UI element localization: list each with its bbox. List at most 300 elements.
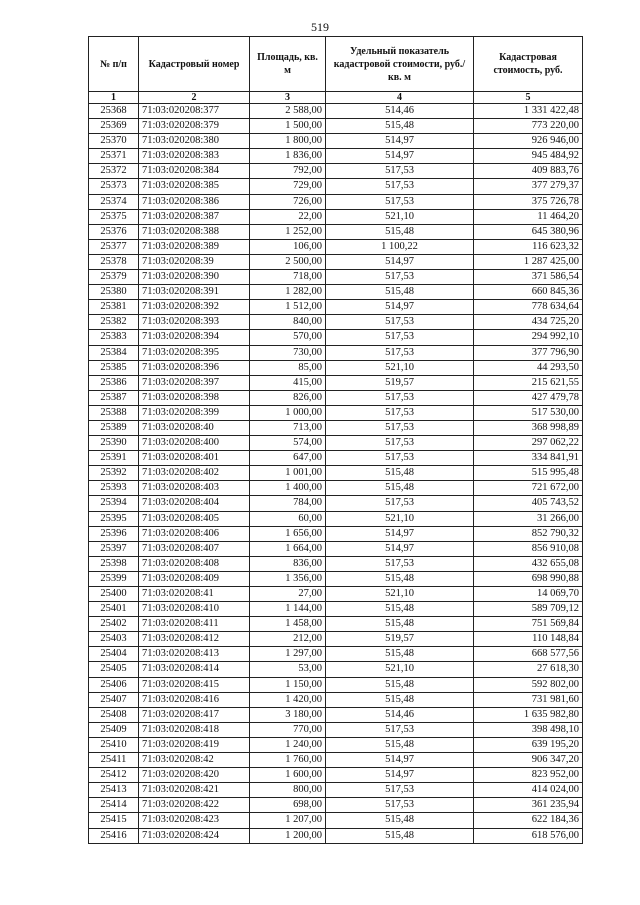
table-row bbox=[89, 451, 583, 466]
unit-value: 517,53 bbox=[326, 783, 474, 798]
table-row bbox=[89, 511, 583, 526]
cadastral-value: 823 952,00 bbox=[474, 768, 583, 783]
cadastral-number: 71:03:020208:424 bbox=[139, 828, 250, 843]
cadastral-value: 592 802,00 bbox=[474, 677, 583, 692]
table-row bbox=[89, 587, 583, 602]
row-index: 25386 bbox=[89, 375, 139, 390]
unit-value: 517,53 bbox=[326, 420, 474, 435]
cadastral-value: 409 883,76 bbox=[474, 164, 583, 179]
unit-value: 515,48 bbox=[326, 617, 474, 632]
cadastral-value: 215 621,55 bbox=[474, 375, 583, 390]
row-index: 25377 bbox=[89, 239, 139, 254]
table-row bbox=[89, 798, 583, 813]
area: 2 500,00 bbox=[250, 254, 326, 269]
area: 1 001,00 bbox=[250, 466, 326, 481]
cadastral-value: 110 148,84 bbox=[474, 632, 583, 647]
table-row bbox=[89, 239, 583, 254]
unit-value: 515,48 bbox=[326, 285, 474, 300]
unit-value: 514,97 bbox=[326, 300, 474, 315]
cadastral-value: 639 195,20 bbox=[474, 737, 583, 752]
table-row bbox=[89, 330, 583, 345]
area: 1 500,00 bbox=[250, 119, 326, 134]
cadastral-value: 44 293,50 bbox=[474, 360, 583, 375]
unit-value: 514,97 bbox=[326, 768, 474, 783]
cadastral-number: 71:03:020208:398 bbox=[139, 390, 250, 405]
unit-value: 517,53 bbox=[326, 330, 474, 345]
area: 106,00 bbox=[250, 239, 326, 254]
area: 1 600,00 bbox=[250, 768, 326, 783]
row-index: 25370 bbox=[89, 134, 139, 149]
cadastral-value: 773 220,00 bbox=[474, 119, 583, 134]
cadastral-value: 660 845,36 bbox=[474, 285, 583, 300]
cadastral-value: 721 672,00 bbox=[474, 481, 583, 496]
unit-value: 515,48 bbox=[326, 466, 474, 481]
area: 1 150,00 bbox=[250, 677, 326, 692]
area: 784,00 bbox=[250, 496, 326, 511]
table-row bbox=[89, 149, 583, 164]
column-number: 5 bbox=[474, 92, 583, 104]
unit-value: 519,57 bbox=[326, 632, 474, 647]
table-row bbox=[89, 285, 583, 300]
table-row bbox=[89, 707, 583, 722]
row-index: 25400 bbox=[89, 587, 139, 602]
unit-value: 514,97 bbox=[326, 254, 474, 269]
cadastral-value: 668 577,56 bbox=[474, 647, 583, 662]
cadastral-value: 434 725,20 bbox=[474, 315, 583, 330]
cadastral-number: 71:03:020208:412 bbox=[139, 632, 250, 647]
table-body bbox=[89, 104, 583, 844]
cadastral-value: 14 069,70 bbox=[474, 587, 583, 602]
row-index: 25390 bbox=[89, 436, 139, 451]
row-index: 25375 bbox=[89, 209, 139, 224]
unit-value: 517,53 bbox=[326, 194, 474, 209]
row-index: 25389 bbox=[89, 420, 139, 435]
table-row bbox=[89, 300, 583, 315]
row-index: 25411 bbox=[89, 753, 139, 768]
row-index: 25379 bbox=[89, 270, 139, 285]
area: 1 207,00 bbox=[250, 813, 326, 828]
cadastral-number: 71:03:020208:420 bbox=[139, 768, 250, 783]
cadastral-number: 71:03:020208:405 bbox=[139, 511, 250, 526]
cadastral-number: 71:03:020208:392 bbox=[139, 300, 250, 315]
cadastral-number: 71:03:020208:406 bbox=[139, 526, 250, 541]
unit-value: 521,10 bbox=[326, 662, 474, 677]
cadastral-value: 31 266,00 bbox=[474, 511, 583, 526]
row-index: 25397 bbox=[89, 541, 139, 556]
row-index: 25392 bbox=[89, 466, 139, 481]
cadastral-value: 368 998,89 bbox=[474, 420, 583, 435]
cadastral-value-table bbox=[88, 36, 583, 844]
column-number: 2 bbox=[139, 92, 250, 104]
cadastral-value: 398 498,10 bbox=[474, 722, 583, 737]
table-row bbox=[89, 481, 583, 496]
cadastral-number: 71:03:020208:394 bbox=[139, 330, 250, 345]
row-index: 25405 bbox=[89, 662, 139, 677]
cadastral-number: 71:03:020208:390 bbox=[139, 270, 250, 285]
area: 1 458,00 bbox=[250, 617, 326, 632]
unit-value: 514,46 bbox=[326, 707, 474, 722]
unit-value: 515,48 bbox=[326, 813, 474, 828]
table-row bbox=[89, 224, 583, 239]
cadastral-value: 334 841,91 bbox=[474, 451, 583, 466]
area: 1 200,00 bbox=[250, 828, 326, 843]
cadastral-number: 71:03:020208:417 bbox=[139, 707, 250, 722]
cadastral-value: 589 709,12 bbox=[474, 602, 583, 617]
cadastral-value: 778 634,64 bbox=[474, 300, 583, 315]
cadastral-value: 427 479,78 bbox=[474, 390, 583, 405]
area: 1 656,00 bbox=[250, 526, 326, 541]
unit-value: 517,53 bbox=[326, 315, 474, 330]
row-index: 25399 bbox=[89, 571, 139, 586]
cadastral-number: 71:03:020208:391 bbox=[139, 285, 250, 300]
area: 212,00 bbox=[250, 632, 326, 647]
table-row bbox=[89, 104, 583, 119]
unit-value: 517,53 bbox=[326, 405, 474, 420]
unit-value: 517,53 bbox=[326, 556, 474, 571]
row-index: 25401 bbox=[89, 602, 139, 617]
row-index: 25402 bbox=[89, 617, 139, 632]
table-row bbox=[89, 194, 583, 209]
cadastral-value: 515 995,48 bbox=[474, 466, 583, 481]
row-index: 25393 bbox=[89, 481, 139, 496]
area: 713,00 bbox=[250, 420, 326, 435]
unit-value: 521,10 bbox=[326, 360, 474, 375]
unit-value: 515,48 bbox=[326, 119, 474, 134]
table-row bbox=[89, 692, 583, 707]
cadastral-value: 116 623,32 bbox=[474, 239, 583, 254]
row-index: 25407 bbox=[89, 692, 139, 707]
cadastral-value: 414 024,00 bbox=[474, 783, 583, 798]
cadastral-value: 945 484,92 bbox=[474, 149, 583, 164]
cadastral-number: 71:03:020208:404 bbox=[139, 496, 250, 511]
cadastral-value: 856 910,08 bbox=[474, 541, 583, 556]
area: 718,00 bbox=[250, 270, 326, 285]
table-row bbox=[89, 556, 583, 571]
table-row bbox=[89, 345, 583, 360]
cadastral-value: 297 062,22 bbox=[474, 436, 583, 451]
cadastral-number: 71:03:020208:422 bbox=[139, 798, 250, 813]
cadastral-number: 71:03:020208:414 bbox=[139, 662, 250, 677]
cadastral-value: 926 946,00 bbox=[474, 134, 583, 149]
area: 729,00 bbox=[250, 179, 326, 194]
area: 770,00 bbox=[250, 722, 326, 737]
unit-value: 517,53 bbox=[326, 390, 474, 405]
row-index: 25413 bbox=[89, 783, 139, 798]
cadastral-number: 71:03:020208:395 bbox=[139, 345, 250, 360]
cadastral-number: 71:03:020208:418 bbox=[139, 722, 250, 737]
row-index: 25403 bbox=[89, 632, 139, 647]
unit-value: 514,97 bbox=[326, 526, 474, 541]
cadastral-number: 71:03:020208:385 bbox=[139, 179, 250, 194]
cadastral-number: 71:03:020208:415 bbox=[139, 677, 250, 692]
row-index: 25368 bbox=[89, 104, 139, 119]
area: 1 000,00 bbox=[250, 405, 326, 420]
column-number: 1 bbox=[89, 92, 139, 104]
cadastral-number: 71:03:020208:421 bbox=[139, 783, 250, 798]
area: 22,00 bbox=[250, 209, 326, 224]
page-number: 519 bbox=[311, 20, 329, 34]
area: 85,00 bbox=[250, 360, 326, 375]
table-row bbox=[89, 737, 583, 752]
cadastral-value: 906 347,20 bbox=[474, 753, 583, 768]
area: 1 664,00 bbox=[250, 541, 326, 556]
area: 1 420,00 bbox=[250, 692, 326, 707]
row-index: 25409 bbox=[89, 722, 139, 737]
table-row bbox=[89, 526, 583, 541]
cadastral-value: 731 981,60 bbox=[474, 692, 583, 707]
cadastral-number: 71:03:020208:400 bbox=[139, 436, 250, 451]
row-index: 25408 bbox=[89, 707, 139, 722]
area: 574,00 bbox=[250, 436, 326, 451]
cadastral-number: 71:03:020208:407 bbox=[139, 541, 250, 556]
area: 792,00 bbox=[250, 164, 326, 179]
unit-value: 517,53 bbox=[326, 179, 474, 194]
row-index: 25398 bbox=[89, 556, 139, 571]
unit-value: 517,53 bbox=[326, 436, 474, 451]
row-index: 25374 bbox=[89, 194, 139, 209]
unit-value: 517,53 bbox=[326, 270, 474, 285]
table-row bbox=[89, 662, 583, 677]
area: 800,00 bbox=[250, 783, 326, 798]
cadastral-number: 71:03:020208:387 bbox=[139, 209, 250, 224]
area: 1 144,00 bbox=[250, 602, 326, 617]
table-row bbox=[89, 768, 583, 783]
unit-value: 514,46 bbox=[326, 104, 474, 119]
unit-value: 515,48 bbox=[326, 737, 474, 752]
table-row bbox=[89, 828, 583, 843]
area: 60,00 bbox=[250, 511, 326, 526]
row-index: 25384 bbox=[89, 345, 139, 360]
cadastral-value: 618 576,00 bbox=[474, 828, 583, 843]
unit-value: 521,10 bbox=[326, 209, 474, 224]
area: 826,00 bbox=[250, 390, 326, 405]
area: 415,00 bbox=[250, 375, 326, 390]
header-cadastral-value: Кадастровая стоимость, руб. bbox=[474, 37, 583, 92]
cadastral-number: 71:03:020208:397 bbox=[139, 375, 250, 390]
table-row bbox=[89, 270, 583, 285]
table-row bbox=[89, 813, 583, 828]
table-row bbox=[89, 420, 583, 435]
table-row bbox=[89, 390, 583, 405]
table-row bbox=[89, 617, 583, 632]
row-index: 25369 bbox=[89, 119, 139, 134]
cadastral-value: 432 655,08 bbox=[474, 556, 583, 571]
cadastral-number: 71:03:020208:380 bbox=[139, 134, 250, 149]
row-index: 25383 bbox=[89, 330, 139, 345]
area: 1 297,00 bbox=[250, 647, 326, 662]
area: 1 760,00 bbox=[250, 753, 326, 768]
cadastral-value: 1 331 422,48 bbox=[474, 104, 583, 119]
area: 730,00 bbox=[250, 345, 326, 360]
unit-value: 1 100,22 bbox=[326, 239, 474, 254]
table-row bbox=[89, 209, 583, 224]
area: 3 180,00 bbox=[250, 707, 326, 722]
cadastral-value: 377 279,37 bbox=[474, 179, 583, 194]
cadastral-number: 71:03:020208:393 bbox=[139, 315, 250, 330]
table-row bbox=[89, 753, 583, 768]
header-unit-value: Удельный показатель кадастровой стоимости, руб./кв. м bbox=[326, 37, 474, 92]
area: 698,00 bbox=[250, 798, 326, 813]
unit-value: 517,53 bbox=[326, 345, 474, 360]
table-row bbox=[89, 119, 583, 134]
area: 1 252,00 bbox=[250, 224, 326, 239]
unit-value: 519,57 bbox=[326, 375, 474, 390]
cadastral-value: 698 990,88 bbox=[474, 571, 583, 586]
table-row bbox=[89, 405, 583, 420]
row-index: 25404 bbox=[89, 647, 139, 662]
row-index: 25391 bbox=[89, 451, 139, 466]
unit-value: 515,48 bbox=[326, 602, 474, 617]
header-index: № п/п bbox=[89, 37, 139, 92]
row-index: 25385 bbox=[89, 360, 139, 375]
table-row bbox=[89, 134, 583, 149]
row-index: 25410 bbox=[89, 737, 139, 752]
cadastral-number: 71:03:020208:41 bbox=[139, 587, 250, 602]
header-area: Площадь, кв. м bbox=[250, 37, 326, 92]
unit-value: 515,48 bbox=[326, 647, 474, 662]
cadastral-number: 71:03:020208:377 bbox=[139, 104, 250, 119]
unit-value: 515,48 bbox=[326, 571, 474, 586]
table-row bbox=[89, 254, 583, 269]
area: 1 836,00 bbox=[250, 149, 326, 164]
area: 647,00 bbox=[250, 451, 326, 466]
table-row bbox=[89, 632, 583, 647]
row-index: 25406 bbox=[89, 677, 139, 692]
table-row bbox=[89, 315, 583, 330]
table-row bbox=[89, 571, 583, 586]
row-index: 25414 bbox=[89, 798, 139, 813]
cadastral-number: 71:03:020208:42 bbox=[139, 753, 250, 768]
area: 1 800,00 bbox=[250, 134, 326, 149]
table-row bbox=[89, 179, 583, 194]
unit-value: 514,97 bbox=[326, 149, 474, 164]
row-index: 25388 bbox=[89, 405, 139, 420]
area: 27,00 bbox=[250, 587, 326, 602]
header-cadastral-number: Кадастровый номер bbox=[139, 37, 250, 92]
row-index: 25371 bbox=[89, 149, 139, 164]
row-index: 25415 bbox=[89, 813, 139, 828]
unit-value: 521,10 bbox=[326, 511, 474, 526]
header-row bbox=[89, 37, 583, 92]
cadastral-number: 71:03:020208:409 bbox=[139, 571, 250, 586]
row-index: 25395 bbox=[89, 511, 139, 526]
unit-value: 514,97 bbox=[326, 541, 474, 556]
cadastral-value: 1 635 982,80 bbox=[474, 707, 583, 722]
row-index: 25394 bbox=[89, 496, 139, 511]
cadastral-value: 622 184,36 bbox=[474, 813, 583, 828]
unit-value: 517,53 bbox=[326, 722, 474, 737]
row-index: 25372 bbox=[89, 164, 139, 179]
cadastral-number: 71:03:020208:403 bbox=[139, 481, 250, 496]
cadastral-number: 71:03:020208:419 bbox=[139, 737, 250, 752]
area: 1 512,00 bbox=[250, 300, 326, 315]
row-index: 25412 bbox=[89, 768, 139, 783]
unit-value: 515,48 bbox=[326, 692, 474, 707]
area: 53,00 bbox=[250, 662, 326, 677]
unit-value: 517,53 bbox=[326, 451, 474, 466]
cadastral-number: 71:03:020208:410 bbox=[139, 602, 250, 617]
table-row bbox=[89, 541, 583, 556]
cadastral-value: 517 530,00 bbox=[474, 405, 583, 420]
area: 726,00 bbox=[250, 194, 326, 209]
column-number-row bbox=[89, 92, 583, 104]
row-index: 25380 bbox=[89, 285, 139, 300]
cadastral-value: 371 586,54 bbox=[474, 270, 583, 285]
table-row bbox=[89, 722, 583, 737]
cadastral-value: 27 618,30 bbox=[474, 662, 583, 677]
cadastral-value: 294 992,10 bbox=[474, 330, 583, 345]
cadastral-value: 1 287 425,00 bbox=[474, 254, 583, 269]
cadastral-value: 852 790,32 bbox=[474, 526, 583, 541]
cadastral-number: 71:03:020208:383 bbox=[139, 149, 250, 164]
unit-value: 517,53 bbox=[326, 164, 474, 179]
area: 1 240,00 bbox=[250, 737, 326, 752]
table-row bbox=[89, 360, 583, 375]
cadastral-value: 645 380,96 bbox=[474, 224, 583, 239]
cadastral-number: 71:03:020208:399 bbox=[139, 405, 250, 420]
unit-value: 515,48 bbox=[326, 677, 474, 692]
table-row bbox=[89, 496, 583, 511]
table-row bbox=[89, 436, 583, 451]
cadastral-value: 375 726,78 bbox=[474, 194, 583, 209]
cadastral-number: 71:03:020208:401 bbox=[139, 451, 250, 466]
row-index: 25381 bbox=[89, 300, 139, 315]
unit-value: 514,97 bbox=[326, 753, 474, 768]
unit-value: 515,48 bbox=[326, 481, 474, 496]
area: 570,00 bbox=[250, 330, 326, 345]
area: 840,00 bbox=[250, 315, 326, 330]
column-number: 4 bbox=[326, 92, 474, 104]
column-number: 3 bbox=[250, 92, 326, 104]
unit-value: 517,53 bbox=[326, 496, 474, 511]
cadastral-value: 405 743,52 bbox=[474, 496, 583, 511]
cadastral-number: 71:03:020208:408 bbox=[139, 556, 250, 571]
cadastral-number: 71:03:020208:402 bbox=[139, 466, 250, 481]
unit-value: 517,53 bbox=[326, 798, 474, 813]
row-index: 25373 bbox=[89, 179, 139, 194]
table-row bbox=[89, 466, 583, 481]
cadastral-number: 71:03:020208:411 bbox=[139, 617, 250, 632]
cadastral-number: 71:03:020208:413 bbox=[139, 647, 250, 662]
cadastral-number: 71:03:020208:384 bbox=[139, 164, 250, 179]
cadastral-value: 11 464,20 bbox=[474, 209, 583, 224]
cadastral-number: 71:03:020208:386 bbox=[139, 194, 250, 209]
cadastral-number: 71:03:020208:396 bbox=[139, 360, 250, 375]
cadastral-number: 71:03:020208:416 bbox=[139, 692, 250, 707]
cadastral-number: 71:03:020208:39 bbox=[139, 254, 250, 269]
table-row bbox=[89, 783, 583, 798]
area: 1 400,00 bbox=[250, 481, 326, 496]
cadastral-number: 71:03:020208:388 bbox=[139, 224, 250, 239]
table-row bbox=[89, 602, 583, 617]
unit-value: 521,10 bbox=[326, 587, 474, 602]
cadastral-number: 71:03:020208:40 bbox=[139, 420, 250, 435]
cadastral-number: 71:03:020208:423 bbox=[139, 813, 250, 828]
cadastral-number: 71:03:020208:389 bbox=[139, 239, 250, 254]
cadastral-value: 361 235,94 bbox=[474, 798, 583, 813]
unit-value: 515,48 bbox=[326, 224, 474, 239]
table-row bbox=[89, 677, 583, 692]
row-index: 25382 bbox=[89, 315, 139, 330]
area: 1 282,00 bbox=[250, 285, 326, 300]
area: 1 356,00 bbox=[250, 571, 326, 586]
table-row bbox=[89, 375, 583, 390]
cadastral-value: 751 569,84 bbox=[474, 617, 583, 632]
table-row bbox=[89, 647, 583, 662]
row-index: 25396 bbox=[89, 526, 139, 541]
row-index: 25416 bbox=[89, 828, 139, 843]
unit-value: 514,97 bbox=[326, 134, 474, 149]
